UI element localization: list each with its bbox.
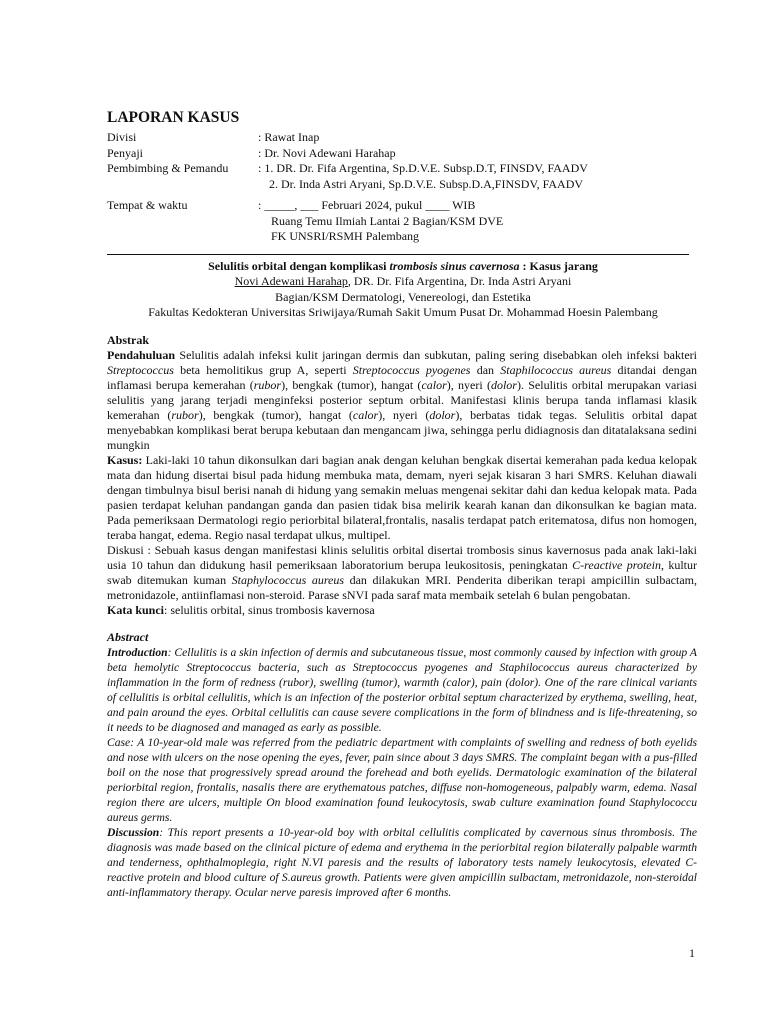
co-authors: , DR. Dr. Fifa Argentina, Dr. Inda Astri Aryani [347, 274, 572, 288]
kata-kunci-paragraph [107, 603, 697, 618]
meta-value: : 1. DR. Dr. Fifa Argentina, Sp.D.V.E. Subsp.D.T, FINSDV, FAADV [258, 161, 588, 175]
meta-row-divisi [107, 130, 697, 146]
abstrak-heading: Abstrak [107, 332, 150, 347]
abstract-heading: Abstract [107, 629, 149, 644]
article-title-text: : Kasus jarang [519, 258, 598, 273]
meta-label: Penyaji [107, 145, 143, 160]
discussion-text: : This report presents a 10-year-old boy with orbital cellulitis complicated by cavernous sinus thrombosis. The diagnosis was made based on the clinical picture of edema and erythema in the periorbital region bilaterally palpable warmth and tenderness, ophthalmoplegia, right N.VI paresis and the results of laboratory tests namely leukocytosis, elevated C-reactive protein and blood culture of S.aureus growth. Patients were given ampicillin sulbactam, metronidazole, non-steroidal anti-inflammatory therapy. Ocular nerve paresis improved after 6 months. [107, 825, 697, 899]
meta-continuation: Ruang Temu Ilmiah Lantai 2 Bagian/KSM DVE [271, 213, 504, 228]
meta-label: Pembimbing & Pemandu [107, 161, 229, 175]
meta-value: : _____, ___ Februari 2024, pukul ____ WIB [258, 198, 476, 212]
kasus-text: Laki-laki 10 tahun dikonsulkan dari bagian anak dengan keluhan bengkak disertai kemerahan pada kedua kelopak mata dan hidung disertai bisul pada hidung membuka mata, demam, nyeri sejak kisaran 3 hari SMRS. Keluhan diawali dengan timbulnya bisul berisi nanah di hidung yang semakin meluas mengenai sekitar dahi dan kedua kelopak mata. Pada pasien terdapat keluhan pandangan ganda dan pasien tidak bisa melirik kearah kanan dan dikonsulkan ke bagian mata. Pada pemeriksaan Dermatologi regio periorbital bilateral,frontalis, nasalis terdapat patch eritematosa, difus non homogen, teraba hangat, edema. Regio nasal terdapat ulkus, multipel. [107, 452, 697, 542]
meta-row-pembimbing [107, 161, 697, 177]
article-title [103, 259, 703, 275]
meta-row-tempat [107, 198, 697, 214]
introduction-text: : Cellulitis is a skin infection of dermis and subcutaneous tissue, most commonly caused by infection with group A beta hemolytic Streptococcus bacteria, such as Streptococcus pyogenes and Staphilococcus aureus characterized by inflammation in the form of redness (rubor), swelling (tumor), warmth (calor), pain (dolor). One of the rare clinical variants of cellulitis is orbital cellulitis, which is an infection of the posterior orbital septum characterized by erythema, swelling, heat, and pain around the eyes. Orbital cellulitis can cause severe complications in the form of blindness and is life-threatening, so it needs to be diagnosed and managed as early as possible. [107, 645, 697, 734]
meta-row-penyaji [107, 146, 697, 162]
divider [107, 254, 689, 255]
pendahuluan-paragraph: Pendahuluan Selulitis adalah infeksi kulit jaringan dermis dan subkutan, paling sering disebabkan oleh infeksi bakteri Streptococcus beta hemolitikus grup A, seperti Streptococcus pyogenes dan Staphilococcus aureus ditandai dengan inflamasi berupa kemerahan (rubor), bengkak (tumor), hangat (calor), nyeri (dolor). Selulitis orbital merupakan variasi selulitis yang jarang terjadi menginfeksi posterior septum orbital. Manifestasi klinis berupa tanda inflamasi klasik kemerahan (rubor), bengkak (tumor), hangat (calor), nyeri (dolor), berbatas tidak tegas. Selulitis orbital dapat menyebabkan komplikasi berat berupa kebutaan dan mengancam jiwa, sehingga perlu didiagnosis dan ditatalaksana sedini mungkin [107, 347, 698, 452]
article-authors [103, 274, 703, 290]
meta-value: : Rawat Inap [258, 130, 320, 144]
affiliation-institution: Fakultas Kedokteran Universitas Sriwijaya/Rumah Sakit Umum Pusat Dr. Mohammad Hoesin Palembang [148, 305, 658, 319]
diskusi-paragraph: Diskusi : Sebuah kasus dengan manifestasi klinis selulitis orbital disertai trombosis sinus kavernosus pada anak laki-laki usia 10 tahun dan didukung hasil pemeriksaan laboratorium berupa leukositosis, peningkatan C-reactive protein, kultur swab ditemukan kuman Staphylococcus aureus dan dilakukan MRI. Penderita diberikan terapi ampicillin sulbactam, metronidazole, antiinflamasi non-steroid. Parase sNVI pada saraf mata membaik setelah 6 bulan pengobatan. [107, 542, 698, 602]
article-title-italic: trombosis sinus cavernosa [389, 258, 520, 273]
kasus-label: Kasus: [107, 452, 143, 467]
discussion-paragraph [107, 825, 697, 900]
kata-kunci-label: Kata kunci [107, 602, 165, 617]
document-page [107, 108, 697, 900]
main-author: Novi Adewani Harahap [234, 274, 348, 288]
meta-label: Divisi [107, 130, 137, 144]
page-number: 1 [689, 946, 695, 960]
document-title: LAPORAN KASUS [107, 109, 240, 126]
introduction-label: Introduction [107, 645, 168, 659]
introduction-paragraph [107, 645, 697, 735]
affiliation-department: Bagian/KSM Dermatologi, Venereologi, dan Estetika [275, 289, 531, 304]
case-paragraph: Case: A 10-year-old male was referred from the pediatric department with complaints of swelling and redness of both eyelids and nose with ulcers on the nose opening the eyes, fever, pain since about 3 days SMRS. The complaint began with a pus-filled boil on the nose that progressively spread around the forehead and both eyelids. Dermatologic examination of the bilateral periorbital region, frontalis, nasalis there are erythematous patches, diffuse non-homogeneous, palpably warm, edema. Nasal region there are ulcers, multiple On blood examination found leukocytosis, swab culture examination found Staphylococcu aureus germs. [107, 735, 697, 824]
discussion-label: Discussion [107, 825, 160, 839]
meta-table [107, 130, 697, 245]
kasus-paragraph [107, 453, 697, 543]
article-heading [103, 259, 703, 321]
pendahuluan-label: Pendahuluan [107, 347, 176, 362]
meta-continuation: FK UNSRI/RSMH Palembang [271, 229, 420, 243]
meta-value: : Dr. Novi Adewani Harahap [258, 145, 396, 160]
meta-label: Tempat & waktu [107, 198, 188, 212]
article-title-text: Selulitis orbital dengan komplikasi [208, 258, 390, 273]
kata-kunci-text: : selulitis orbital, sinus trombosis kavernosa [164, 602, 375, 617]
meta-continuation: 2. Dr. Inda Astri Aryani, Sp.D.V.E. Subsp.D.A,FINSDV, FAADV [269, 176, 584, 191]
